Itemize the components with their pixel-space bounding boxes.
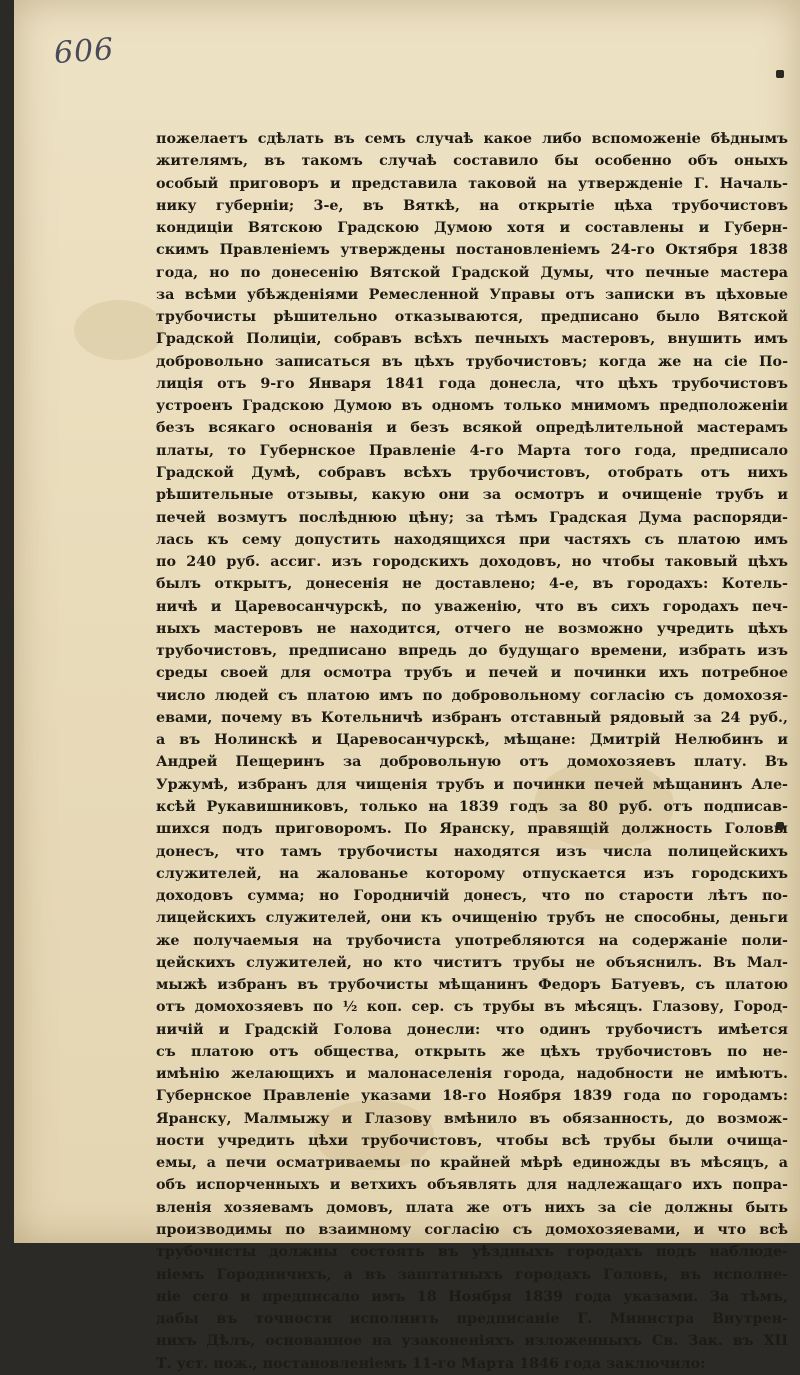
text-line: а въ Нолинскѣ и Царевосанчурскѣ, мѣщане: Дмитрій Нелюбинъ и — [156, 732, 788, 749]
text-line: же получаемыя на трубочиста употребляются на содержаніе поли- — [156, 932, 788, 949]
text-line: емы, а печи осматриваемы по крайней мѣрѣ единожды въ мѣсяцъ, а — [156, 1155, 788, 1172]
text-line: былъ открытъ, донесенія не доставлено; 4-е, въ городахъ: Котель- — [156, 576, 788, 593]
text-line: ности учредить цѣхи трубочистовъ, чтобы всѣ трубы были очища- — [156, 1132, 788, 1149]
text-line: лась къ сему допустить находящихся при частяхъ съ платою имъ — [156, 531, 788, 548]
text-line: по 240 руб. ассиг. изъ городскихъ доходовъ, но чтобы таковый цѣхъ — [156, 554, 788, 571]
text-line: цейскихъ служителей, но кто чиститъ трубы не объяснилъ. Въ Мал- — [156, 954, 788, 971]
text-line: трубочистовъ, предписано впредь до будущаго времени, избрать изъ — [156, 643, 788, 660]
text-line: устроенъ Градскою Думою въ одномъ только мнимомъ предположеніи — [156, 398, 788, 415]
text-line: нику губерніи; 3-е, въ Вяткѣ, на открытіе цѣха трубочистовъ — [156, 197, 788, 214]
text-line: безъ всякаго основанія и безъ всякой опредѣлительной мастерамъ — [156, 420, 788, 437]
text-line: число людей съ платою имъ по добровольному согласію съ домохозя- — [156, 687, 788, 704]
text-line: шихся подъ приговоромъ. По Яранску, правящій должность Головы — [156, 821, 788, 838]
text-line: платы, то Губернское Правленіе 4-го Марта того года, предписало — [156, 442, 788, 459]
text-line: ничій и Градскій Голова донесли: что одинъ трубочистъ имѣется — [156, 1021, 788, 1038]
text-line: Градской Думѣ, собравъ всѣхъ трубочистовъ, отобрать отъ нихъ — [156, 464, 788, 481]
text-line: рѣшительные отзывы, какую они за осмотръ и очищеніе трубъ и — [156, 487, 788, 504]
text-line: лиція отъ 9-го Января 1841 года донесла, что цѣхъ трубочистовъ — [156, 375, 788, 392]
text-line: евами, почему въ Котельничѣ избранъ отставный рядовый за 24 руб., — [156, 709, 788, 726]
text-line: отъ домохозяевъ по ½ коп. сер. съ трубы въ мѣсяцъ. Глазову, Город- — [156, 999, 788, 1016]
page-number: 606 — [52, 31, 116, 72]
text-line: Яранску, Малмыжу и Глазову вмѣнило въ обязанность, до возмож- — [156, 1110, 788, 1127]
text-line: вленія хозяевамъ домовъ, плата же отъ нихъ за сіе должны быть — [156, 1199, 788, 1216]
text-line: скимъ Правленіемъ утверждены постановленіемъ 24-го Октября 1838 — [156, 242, 788, 259]
text-line: трубочисты должны состоять въ уѣздныхъ городахъ подъ наблюде- — [156, 1244, 788, 1261]
document-page — [14, 0, 800, 1372]
text-line: мыжѣ избранъ въ трубочисты мѣщанинъ Федоръ Батуевъ, съ платою — [156, 977, 788, 994]
text-line: донесъ, что тамъ трубочисты находятся изъ числа полицейскихъ — [156, 843, 788, 860]
text-line: печей возмутъ послѣднюю цѣну; за тѣмъ Градская Дума распоряди- — [156, 509, 788, 526]
body-text — [156, 128, 788, 1375]
text-line: за всѣми убѣжденіями Ремесленной Управы отъ записки въ цѣховые — [156, 286, 788, 303]
text-line: особый приговоръ и представила таковой на утвержденіе Г. Началь- — [156, 175, 788, 192]
text-line: пожелаетъ сдѣлать въ семъ случаѣ какое либо вспоможеніе бѣднымъ — [156, 131, 788, 147]
text-line: трубочисты рѣшительно отказываются, предписано было Вятской — [156, 309, 788, 326]
text-line: служителей, на жалованье которому отпускается изъ городскихъ — [156, 865, 788, 882]
text-line: года, но по донесенію Вятской Градской Думы, что печные мастера — [156, 264, 788, 281]
text-line: добровольно записаться въ цѣхъ трубочистовъ; когда же на сіе По- — [156, 353, 788, 370]
margin-mark — [776, 70, 784, 78]
text-line: объ испорченныхъ и ветхихъ объявлять для надлежащаго ихъ попра- — [156, 1177, 788, 1194]
text-line: дабы въ точности исполнить предписаніе Г. Министра Внутрен- — [156, 1311, 788, 1328]
text-line: Т. уст. пож., постановленіемъ 11-го Марта 1846 года заключило: — [156, 1355, 706, 1372]
text-line: нихъ Дѣлъ, основанное на узаконеніяхъ изложенныхъ Св. Зак. въ XII — [156, 1333, 788, 1350]
text-line: Уржумѣ, избранъ для чищенія трубъ и починки печей мѣщанинъ Але- — [156, 776, 788, 793]
text-line: среды своей для осмотра трубъ и печей и починки ихъ потребное — [156, 665, 788, 682]
text-line: кондиціи Вятскою Градскою Думою хотя и составлены и Губерн- — [156, 220, 788, 237]
text-line: ксѣй Рукавишниковъ, только на 1839 годъ за 80 руб. отъ подписав- — [156, 798, 788, 815]
text-line: жителямъ, въ такомъ случаѣ составило бы особенно объ оныхъ — [156, 153, 788, 170]
text-line: Губернское Правленіе указами 18-го Ноября 1839 года по городамъ: — [156, 1088, 788, 1105]
text-line: ныхъ мастеровъ не находится, отчего не возможно учредить цѣхъ — [156, 620, 788, 637]
text-line: ніемъ Городничихъ, а въ заштатныхъ городахъ Головъ, въ исполне- — [156, 1266, 788, 1283]
text-line: имѣнію желающихъ и малонаселенія города, надобности не имѣютъ. — [156, 1066, 788, 1083]
text-line: съ платою отъ общества, открыть же цѣхъ трубочистовъ по не- — [156, 1043, 788, 1060]
paper-stain — [74, 300, 164, 360]
text-line: производимы по взаимному согласію съ домохозяевами, и что всѣ — [156, 1222, 788, 1239]
text-line: ніе сего и предписало имъ 18 Ноября 1839 года указами. За тѣмъ, — [156, 1288, 788, 1305]
text-line: Андрей Пещеринъ за добровольную отъ домохозяевъ плату. Въ — [156, 754, 788, 771]
text-line: доходовъ сумма; но Городничій донесъ, что по старости лѣтъ по- — [156, 888, 788, 905]
text-line: ничѣ и Царевосанчурскѣ, по уваженію, что въ сихъ городахъ печ- — [156, 598, 788, 615]
text-line: Градской Полиціи, собравъ всѣхъ печныхъ мастеровъ, внушить имъ — [156, 331, 788, 348]
text-line: лицейскихъ служителей, они къ очищенію трубъ не способны, деньги — [156, 910, 788, 927]
